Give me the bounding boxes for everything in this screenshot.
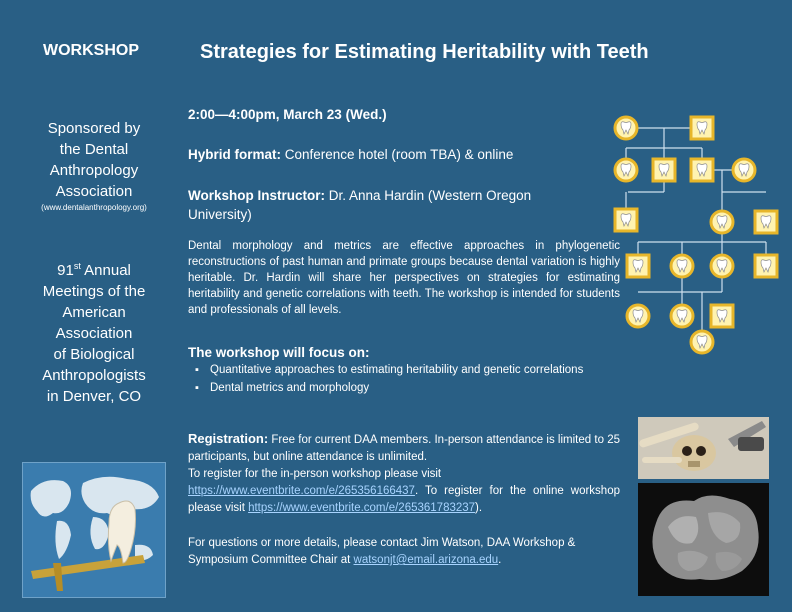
- tooth-icon: [691, 117, 713, 139]
- tooth-icon: [755, 211, 777, 233]
- tooth-scan-image: [638, 483, 769, 596]
- registration-label: Registration:: [188, 431, 269, 446]
- registration-end: ).: [475, 502, 483, 514]
- meeting-line: [8, 260, 180, 281]
- focus-item: ▪ Quantitative approaches to estimating heritability and genetic correlations: [210, 363, 642, 378]
- meeting-number: 91: [57, 262, 74, 279]
- tooth-icon: [691, 159, 713, 181]
- focus-item: ▪ Dental metrics and morphology: [210, 381, 642, 396]
- tooth-icon: [711, 255, 733, 277]
- meeting-line: American: [62, 304, 126, 321]
- workshop-date: 2:00—4:00pm, March 23 (Wed.): [188, 107, 387, 122]
- tooth-icon: [615, 209, 637, 231]
- sponsor-url[interactable]: (www.dentalanthropology.org): [41, 203, 147, 212]
- meeting-line: of Biological: [53, 346, 135, 363]
- sponsor-line: Sponsored by: [47, 120, 141, 137]
- contact-end: .: [498, 554, 502, 566]
- tooth-icon: [627, 255, 649, 277]
- contact-text: For questions or more details, please contact Jim Watson, DAA Workshop & Symposium Committee Chair at: [188, 537, 576, 566]
- format-line: [188, 146, 620, 163]
- format-label: Hybrid format:: [188, 147, 282, 162]
- sponsor-line: the Dental: [59, 141, 129, 158]
- tooth-icon: [671, 305, 693, 327]
- tooth-icon: [711, 211, 733, 233]
- contact: [188, 535, 620, 569]
- instructor-value: Dr. Anna Hardin (Western Oregon University): [188, 188, 532, 222]
- tooth-icon: [755, 255, 777, 277]
- instructor-line: [188, 186, 588, 224]
- registration: [188, 430, 620, 517]
- meeting-annual: Annual: [80, 262, 131, 279]
- world-map-tooth-image: [22, 462, 166, 598]
- focus-heading: The workshop will focus on:: [188, 345, 370, 360]
- contact-email-link[interactable]: watsonjt@email.arizona.edu: [353, 554, 499, 566]
- registration-online-text: . To register for the online workshop please visit: [188, 485, 620, 514]
- focus-list: [188, 363, 642, 399]
- inperson-register-link[interactable]: https://www.eventbrite.com/e/265356166437: [188, 485, 415, 497]
- meeting-line: Meetings of the: [42, 283, 146, 300]
- tooth-icon: [653, 159, 675, 181]
- page-title: Strategies for Estimating Heritability with Teeth: [200, 41, 649, 63]
- workshop-label: WORKSHOP: [43, 42, 139, 59]
- meeting-line: in Denver, CO: [46, 388, 142, 405]
- skull-photo: [638, 417, 769, 479]
- description: Dental morphology and metrics are effective approaches in phylogenetic reconstructions of past human and primate groups because dental variation is highly heritable. Dr. Hardin will share her perspectives on strategies for estimating heritability and genetic correlations with teeth. The workshop is intended for students and professionals of all levels.: [188, 240, 620, 316]
- meeting-line: Association: [55, 325, 133, 342]
- online-register-link[interactable]: https://www.eventbrite.com/e/265361783237: [248, 502, 476, 514]
- tooth-icon: [615, 117, 637, 139]
- tooth-icon: [615, 159, 637, 181]
- pedigree-chart-icon: [606, 106, 792, 364]
- format-value: Conference hotel (room TBA) & online: [281, 147, 514, 162]
- tooth-icon: [733, 159, 755, 181]
- meeting-suffix: st: [73, 261, 81, 271]
- registration-text: Free for current DAA members. In-person attendance is limited to 25 participants, but online attendance is unlimited.: [188, 434, 620, 463]
- sponsor-block: [8, 118, 180, 214]
- meeting-block: [8, 260, 180, 407]
- tooth-icon: [671, 255, 693, 277]
- tooth-icon: [711, 305, 733, 327]
- sponsor-line: Association: [55, 183, 133, 200]
- sponsor-line: Anthropology: [49, 162, 139, 179]
- tooth-icon: [691, 331, 713, 353]
- meeting-line: Anthropologists: [42, 367, 146, 384]
- registration-inperson-text: To register for the in-person workshop please visit: [188, 468, 442, 480]
- instructor-label: Workshop Instructor:: [188, 188, 326, 203]
- tooth-icon: [627, 305, 649, 327]
